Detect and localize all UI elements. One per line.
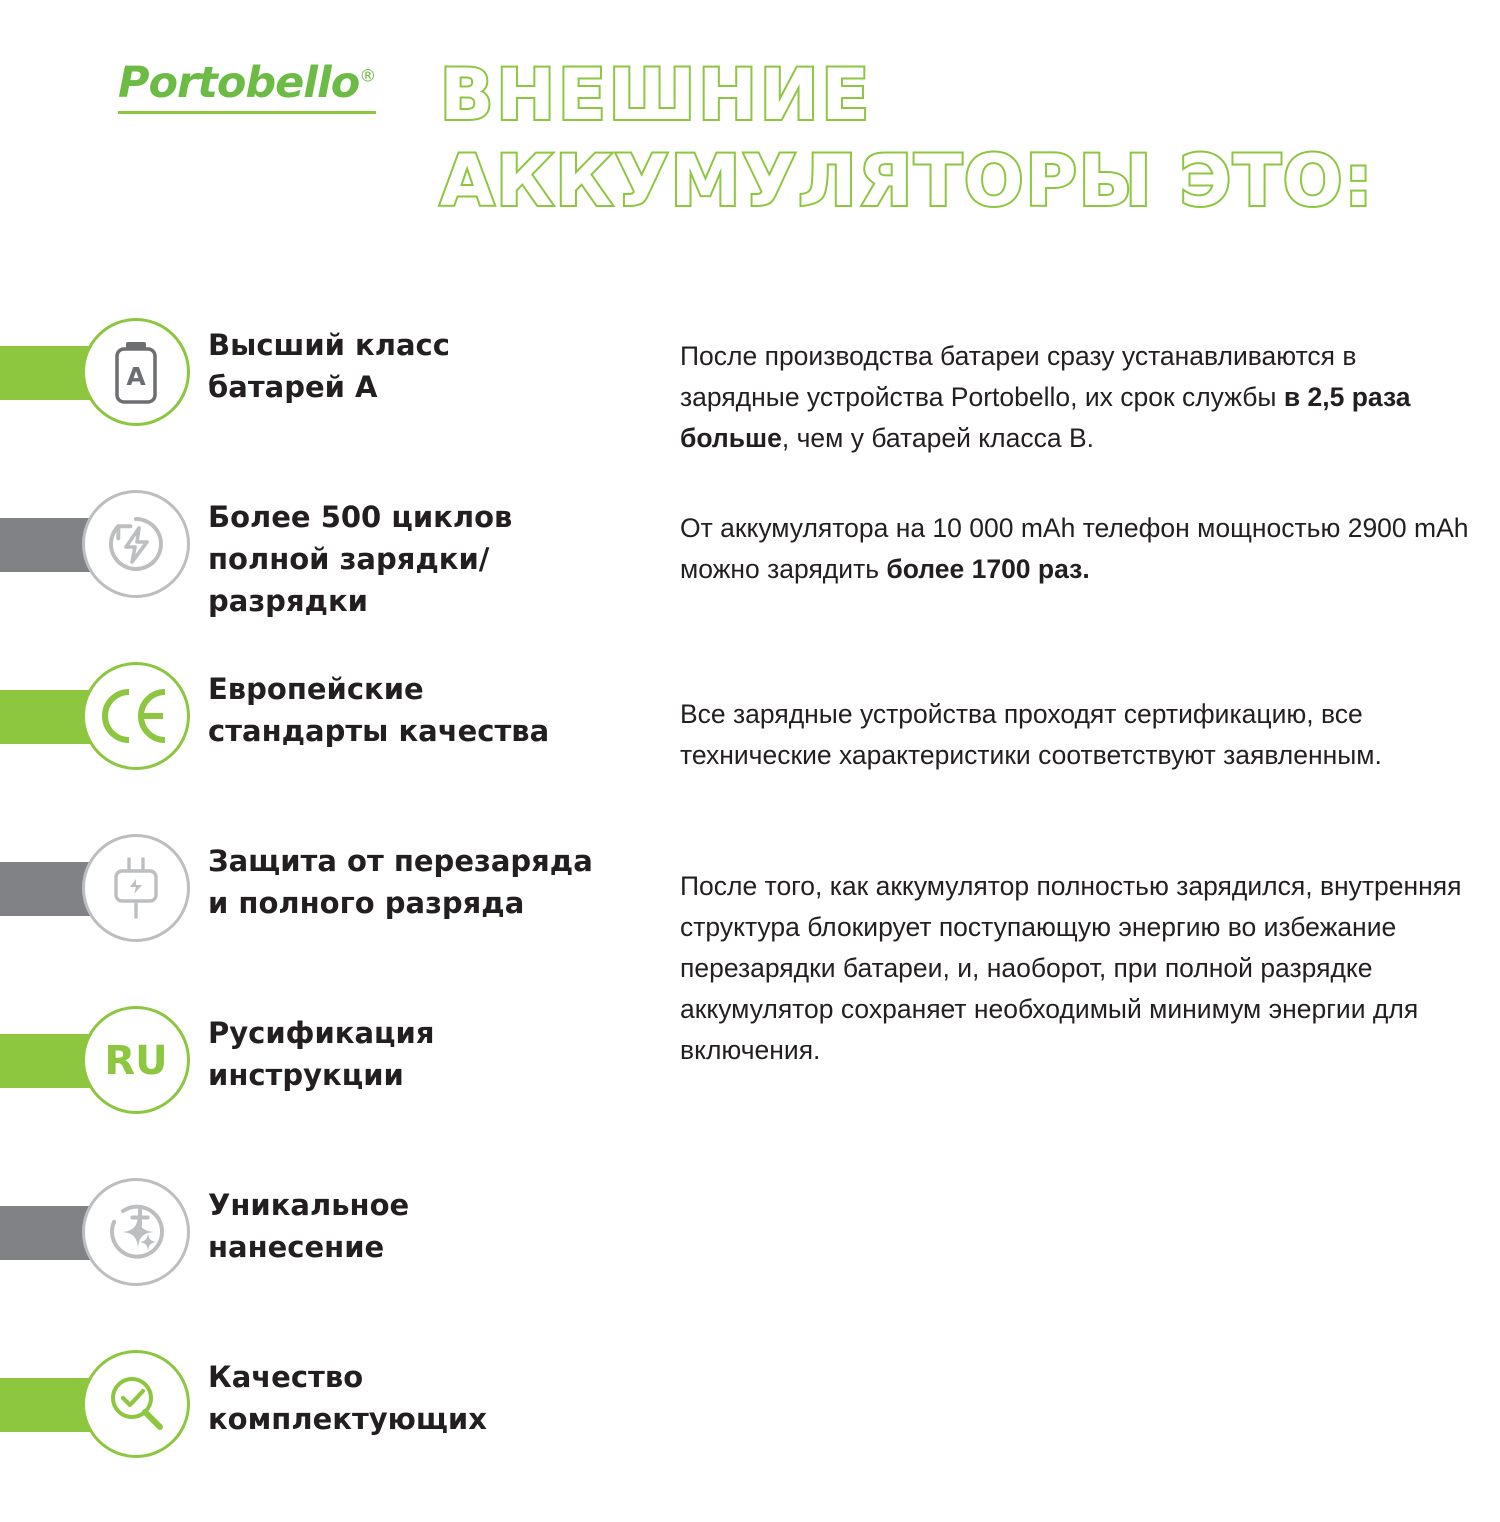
feature-icon-circle	[82, 662, 190, 770]
feature-list	[0, 318, 680, 1522]
feature-title: Высший класс батарей A	[208, 328, 450, 404]
page-title	[440, 52, 1470, 224]
feature-title: Более 500 циклов полной зарядки/ разрядки	[208, 500, 513, 618]
page-header	[0, 0, 1500, 270]
power-plug-protection-icon	[107, 855, 165, 921]
feature-title: Русификация инструкции	[208, 1016, 435, 1092]
quality-magnifier-check-icon	[104, 1372, 168, 1436]
unique-print-sparkle-icon	[104, 1200, 168, 1264]
feature-icon-circle	[82, 1006, 190, 1114]
brand-name: Portobello	[118, 58, 360, 108]
feature-title: Качество комплектующих	[208, 1360, 487, 1436]
feature-icon-circle	[82, 1350, 190, 1458]
brand-logo	[118, 58, 388, 114]
feature-item	[0, 1178, 680, 1350]
feature-item	[0, 318, 680, 490]
feature-icon-circle	[82, 834, 190, 942]
page-title-line-2: АККУМУЛЯТОРЫ ЭТО:	[440, 140, 1375, 222]
description-text: После производства батареи сразу устанавливаются в зарядные устройства Portobello, их срок службы в 2,5 раза больше, чем у батарей класса B.	[680, 341, 1411, 453]
feature-item	[0, 834, 680, 1006]
brand-underline	[118, 111, 376, 114]
ru-localization-icon	[96, 1037, 176, 1083]
registered-mark: ®	[359, 66, 376, 87]
description-text: От аккумулятора на 10 000 mAh телефон мощностью 2900 mAh можно зарядить более 1700 раз.	[680, 513, 1469, 584]
svg-text:A: A	[126, 362, 146, 391]
svg-text:RU: RU	[104, 1038, 168, 1083]
page-title-line-1: ВНЕШНИЕ	[440, 54, 873, 136]
battery-class-a-icon	[108, 339, 164, 405]
brand-logo-text	[118, 58, 388, 108]
description-text: Все зарядные устройства проходят сертификацию, все технические характеристики соответствуют заявленным.	[680, 699, 1382, 770]
feature-title: Европейские стандарты качества	[208, 672, 550, 748]
description-text: После того, как аккумулятор полностью зарядился, внутренняя структура блокирует поступающую энергию во избежание перезарядки батареи, и, наоборот, при полной разрядке аккумулятор сохраняет необходимый минимум энергии для включения.	[680, 871, 1462, 1065]
feature-icon-circle	[82, 490, 190, 598]
feature-icon-circle	[82, 318, 190, 426]
feature-item	[0, 1350, 680, 1522]
feature-title: Уникальное нанесение	[208, 1188, 410, 1264]
feature-icon-circle	[82, 1178, 190, 1286]
feature-item	[0, 490, 680, 662]
feature-item	[0, 662, 680, 834]
feature-title: Защита от перезаряда и полного разряда	[208, 844, 593, 920]
charge-cycles-bolt-icon	[105, 513, 167, 575]
feature-item	[0, 1006, 680, 1178]
ce-mark-icon	[99, 686, 173, 746]
